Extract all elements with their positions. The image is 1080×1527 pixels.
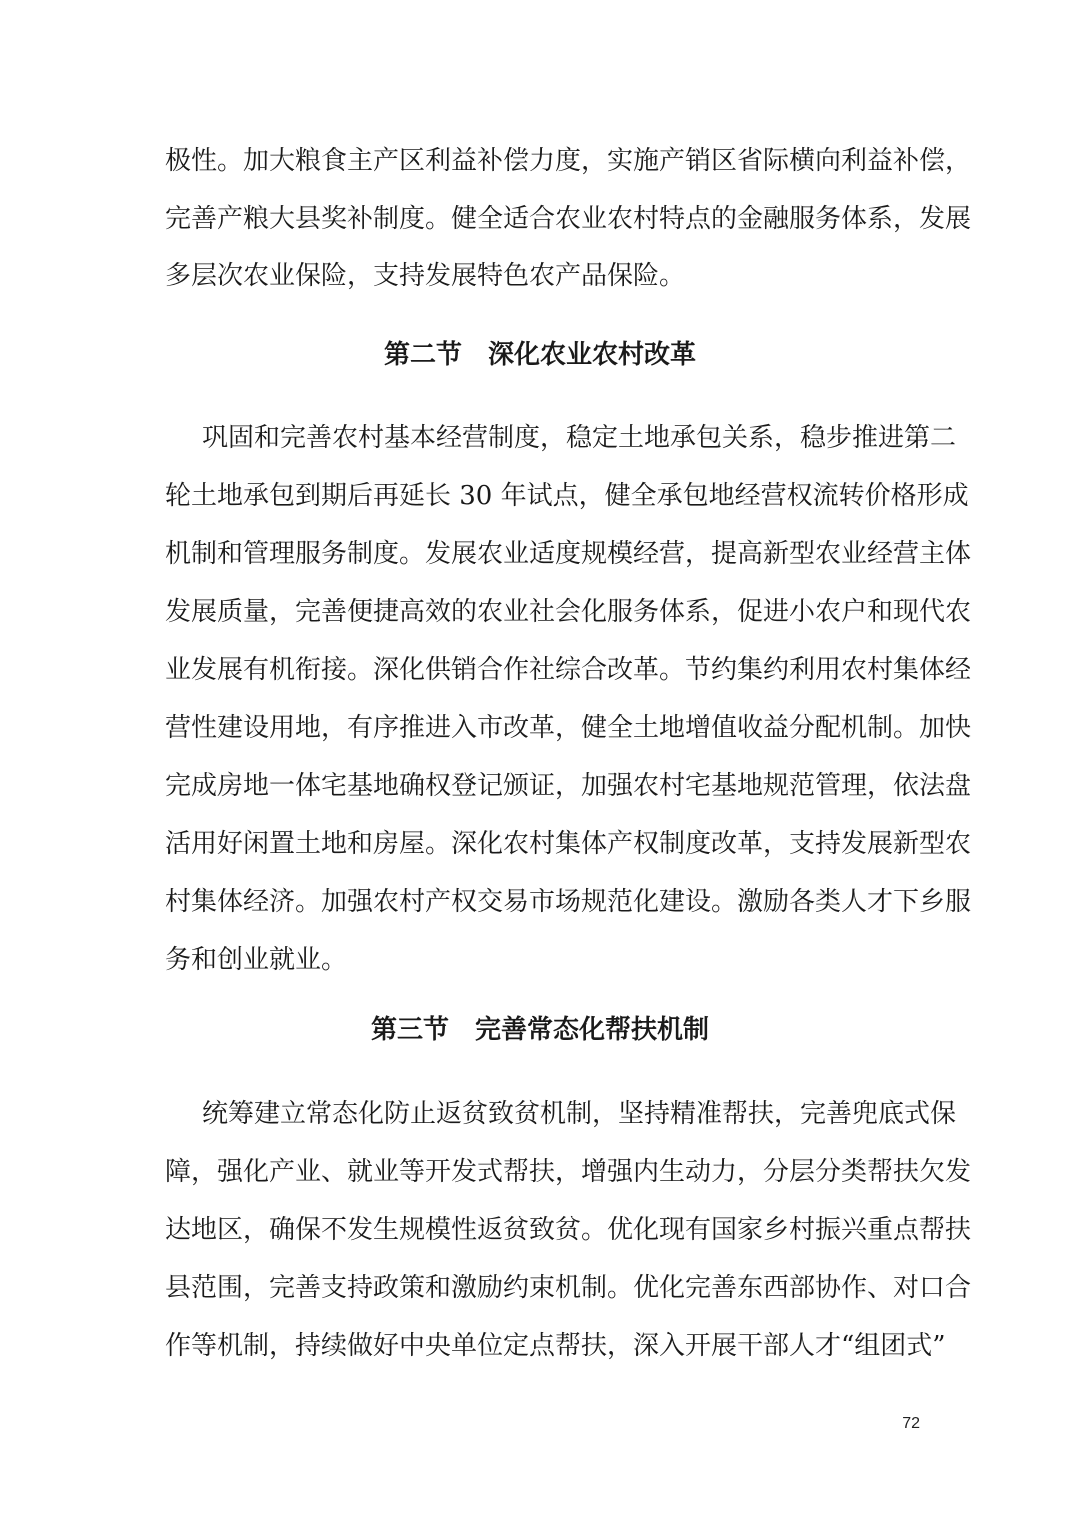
section-3-line-2: 障，强化产业、就业等开发式帮扶，增强内生动力，分层分类帮扶欠发: [165, 1157, 972, 1187]
section-2-heading: 第二节 深化农业农村改革: [383, 340, 696, 370]
section-2-line-2: 轮土地承包到期后再延长 30 年试点，健全承包地经营权流转价格形成: [165, 481, 969, 511]
section-2-line-3: 机制和管理服务制度。发展农业适度规模经营，提高新型农业经营主体: [165, 539, 972, 569]
section-2-line-9: 村集体经济。加强农村产权交易市场规范化建设。激励各类人才下乡服: [165, 887, 972, 917]
section-2-line-7: 完成房地一体宅基地确权登记颁证，加强农村宅基地规范管理，依法盘: [165, 771, 972, 801]
section-2-line-6: 营性建设用地，有序推进入市改革，健全土地增值收益分配机制。加快: [165, 713, 972, 743]
intro-line-1: 极性。加大粮食主产区利益补偿力度，实施产销区省际横向利益补偿，: [165, 146, 972, 176]
section-2-line-8: 活用好闲置土地和房屋。深化农村集体产权制度改革，支持发展新型农: [165, 829, 972, 859]
section-2-line-5: 业发展有机衔接。深化供销合作社综合改革。节约集约利用农村集体经: [165, 655, 972, 685]
section-2-line-1: 巩固和完善农村基本经营制度，稳定土地承包关系，稳步推进第二: [202, 423, 957, 453]
section-3-line-4: 县范围，完善支持政策和激励约束机制。优化完善东西部协作、对口合: [165, 1273, 972, 1303]
section-2-line-4: 发展质量，完善便捷高效的农业社会化服务体系，促进小农户和现代农: [165, 597, 972, 627]
section-3-line-1: 统筹建立常态化防止返贫致贫机制，坚持精准帮扶，完善兜底式保: [202, 1099, 957, 1129]
intro-line-2: 完善产粮大县奖补制度。健全适合农业农村特点的金融服务体系，发展: [165, 204, 972, 234]
intro-line-3: 多层次农业保险，支持发展特色农产品保险。: [165, 261, 686, 291]
section-2-line-10: 务和创业就业。: [165, 945, 348, 975]
section-3-line-5: 作等机制，持续做好中央单位定点帮扶，深入开展干部人才“组团式”: [165, 1331, 946, 1361]
section-3-heading: 第三节 完善常态化帮扶机制: [370, 1015, 709, 1045]
section-3-line-3: 达地区，确保不发生规模性返贫致贫。优化现有国家乡村振兴重点帮扶: [165, 1215, 972, 1245]
page-number: 72: [902, 1415, 920, 1432]
